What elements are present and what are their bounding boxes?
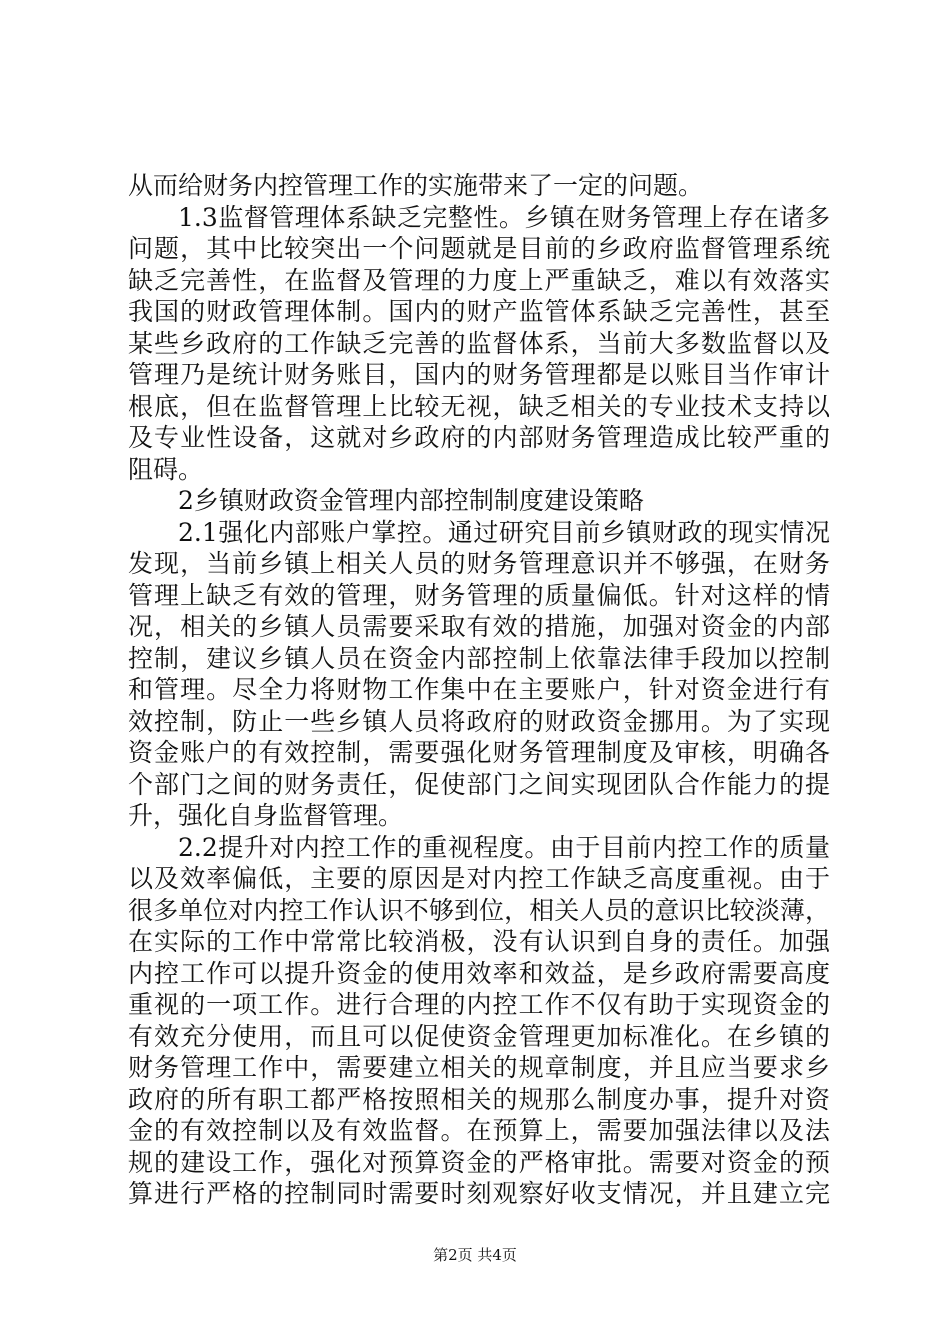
- paragraph: [128, 170, 830, 202]
- paragraph: [128, 202, 830, 486]
- document-body: [128, 170, 830, 1210]
- text-line: 金的有效控制以及有效监督。在预算上，需要加强法律以及法: [128, 1116, 830, 1145]
- paragraph: [128, 485, 830, 517]
- text-line: 内控工作可以提升资金的使用效率和效益，是乡政府需要高度: [128, 958, 830, 988]
- text-line: 缺乏完善性，在监督及管理的力度上严重缺乏，难以有效落实: [128, 265, 830, 295]
- text-line: 阻碍。: [128, 454, 204, 484]
- text-line: 根底，但在监督管理上比较无视，缺乏相关的专业技术支持以: [128, 391, 830, 421]
- text-line: 及专业性设备，这就对乡政府的内部财务管理造成比较严重的: [128, 423, 830, 452]
- text-line: 控制，建议乡镇人员在资金内部控制上依靠法律手段加以控制: [128, 643, 830, 673]
- text-line: 况，相关的乡镇人员需要采取有效的措施，加强对资金的内部: [128, 612, 830, 641]
- paragraph: [128, 517, 830, 832]
- text-line: 有效充分使用，而且可以促使资金管理更加标准化。在乡镇的: [128, 1021, 830, 1051]
- text-line: 算进行严格的控制同时需要时刻观察好收支情况，并且建立完: [128, 1179, 830, 1208]
- text-line: 发现，当前乡镇上相关人员的财务管理意识并不够强，在财务: [128, 549, 830, 578]
- text-line: 和管理。尽全力将财物工作集中在主要账户，针对资金进行有: [128, 675, 830, 704]
- text-line: 资金账户的有效控制，需要强化财务管理制度及审核，明确各: [128, 738, 830, 767]
- page-footer: 第2页 共4页: [433, 1246, 517, 1264]
- text-line: 在实际的工作中常常比较消极，没有认识到自身的责任。加强: [128, 927, 830, 956]
- text-line: 2.2提升对内控工作的重视程度。由于目前内控工作的质量: [178, 832, 830, 862]
- text-line: 管理乃是统计财务账目，国内的财务管理都是以账目当作审计: [128, 360, 830, 389]
- paragraph: [128, 832, 830, 1210]
- text-line: 2乡镇财政资金管理内部控制制度建设策略: [178, 486, 644, 515]
- text-line: 我国的财政管理体制。国内的财产监管体系缺乏完善性，甚至: [128, 297, 830, 326]
- text-line: 个部门之间的财务责任，促使部门之间实现团队合作能力的提: [128, 769, 830, 799]
- text-line: 规的建设工作，强化对预算资金的严格审批。需要对资金的预: [128, 1147, 830, 1177]
- text-line: 2.1强化内部账户掌控。通过研究目前乡镇财政的现实情况: [178, 517, 830, 547]
- text-line: 管理上缺乏有效的管理，财务管理的质量偏低。针对这样的情: [128, 580, 830, 610]
- text-line: 财务管理工作中，需要建立相关的规章制度，并且应当要求乡: [128, 1053, 830, 1082]
- text-line: 升，强化自身监督管理。: [128, 801, 404, 830]
- text-line: 效控制，防止一些乡镇人员将政府的财政资金挪用。为了实现: [128, 706, 830, 736]
- text-line: 以及效率偏低，主要的原因是对内控工作缺乏高度重视。由于: [128, 864, 830, 893]
- text-line: 重视的一项工作。进行合理的内控工作不仅有助于实现资金的: [128, 990, 830, 1019]
- text-line: 很多单位对内控工作认识不够到位，相关人员的意识比较淡薄，: [128, 895, 830, 925]
- text-line: 问题，其中比较突出一个问题就是目前的乡政府监督管理系统: [128, 234, 830, 263]
- text-line: 从而给财务内控管理工作的实施带来了一定的问题。: [128, 171, 704, 200]
- text-line: 政府的所有职工都严格按照相关的规那么制度办事，提升对资: [128, 1084, 830, 1114]
- text-line: 1.3监督管理体系缺乏完整性。乡镇在财务管理上存在诸多: [178, 202, 830, 232]
- text-line: 某些乡政府的工作缺乏完善的监督体系，当前大多数监督以及: [128, 328, 830, 358]
